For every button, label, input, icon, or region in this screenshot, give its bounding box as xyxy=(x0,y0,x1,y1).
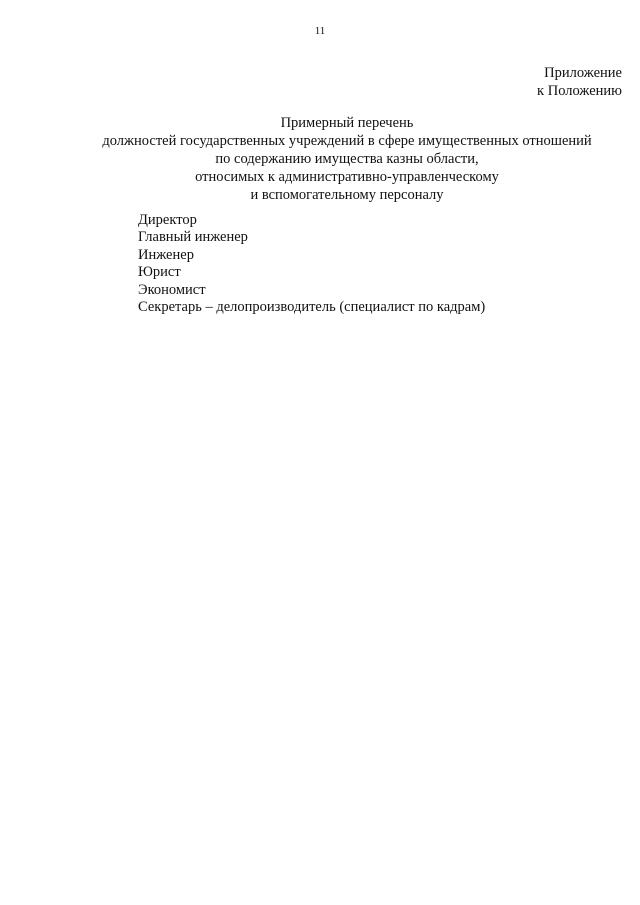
title-line: Примерный перечень xyxy=(280,115,414,131)
position-item: Инженер xyxy=(138,246,194,263)
appendix-header xyxy=(537,64,622,100)
title-line: должностей государственных учреждений в сфере имущественных отношений xyxy=(102,133,592,149)
position-item: Директор xyxy=(138,212,197,228)
position-item: Экономист xyxy=(138,281,206,298)
position-item: Секретарь – делопроизводитель (специалист по кадрам) xyxy=(138,299,486,316)
title-line: по содержанию имущества казны области, xyxy=(215,151,479,167)
position-item: Главный инженер xyxy=(138,229,248,246)
title-line: и вспомогательному персоналу xyxy=(250,187,444,203)
positions-list xyxy=(138,212,485,316)
title-line: относимых к административно-управленческому xyxy=(195,169,499,185)
appendix-reference: к Положению xyxy=(537,83,622,99)
appendix-label: Приложение xyxy=(544,65,622,81)
page-number: 11 xyxy=(314,25,326,37)
position-item: Юрист xyxy=(138,264,181,281)
document-title xyxy=(40,114,640,204)
